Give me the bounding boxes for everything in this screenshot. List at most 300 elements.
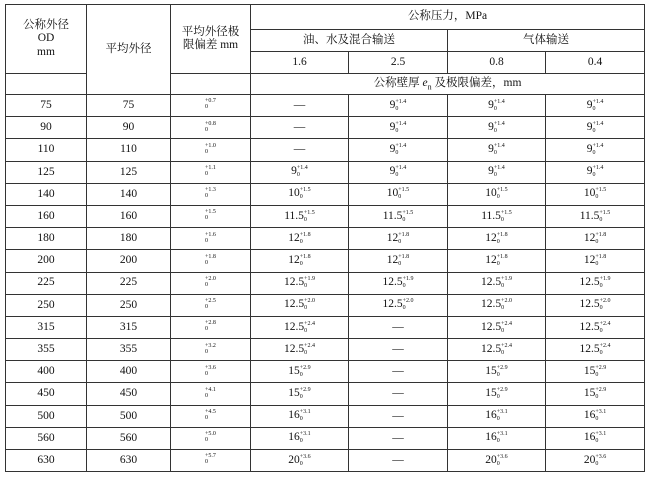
cell-wall-thickness: [349, 117, 448, 139]
table-row: [6, 316, 645, 338]
wall-value: [382, 276, 413, 288]
cell-nominal-od: 140: [6, 183, 87, 205]
wall-value: [284, 276, 315, 288]
cell-wall-thickness: [546, 339, 645, 361]
wall-lower-deviation: 0: [595, 438, 599, 445]
header-nominal-od: [6, 5, 87, 74]
cell-wall-thickness: [349, 139, 448, 161]
cell-wall-thickness: [448, 250, 546, 272]
wall-upper-deviation: +2.4: [304, 342, 315, 349]
wall-upper-deviation: +3.1: [496, 431, 508, 438]
wall-nominal: 10: [288, 187, 300, 200]
wall-lower-deviation: 0: [496, 371, 500, 378]
wall-lower-deviation: 0: [599, 305, 603, 312]
wall-value: [488, 143, 505, 155]
cell-tolerance: [171, 272, 251, 294]
cell-wall-none: —: [251, 117, 349, 139]
wall-upper-deviation: +1.4: [592, 143, 604, 150]
table-row: [6, 161, 645, 183]
wall-lower-deviation: 0: [296, 172, 300, 179]
header-tolerance-line-1: 平均外径极: [181, 25, 240, 38]
cell-mean-od: 500: [87, 405, 171, 427]
table-row: [6, 339, 645, 361]
wall-lower-deviation: 0: [599, 283, 603, 290]
wall-upper-deviation: +1.5: [599, 209, 611, 216]
wall-nominal: 16: [583, 409, 596, 422]
wall-lower-deviation: 0: [304, 327, 308, 334]
tolerance-upper: +2.0: [205, 275, 216, 282]
cell-tolerance: [171, 339, 251, 361]
wall-value: [390, 99, 407, 111]
cell-wall-thickness: [448, 427, 546, 449]
tolerance-lower: 0: [205, 392, 209, 399]
cell-nominal-od: 315: [6, 316, 87, 338]
wall-lower-deviation: 0: [304, 283, 308, 290]
cell-wall-none: —: [349, 361, 448, 383]
tolerance-lower: 0: [205, 215, 209, 222]
wall-nominal: 9: [586, 120, 593, 133]
wall-upper-deviation: +1.4: [395, 120, 407, 127]
wall-lower-deviation: 0: [595, 194, 599, 201]
cell-wall-thickness: [251, 228, 349, 250]
wall-nominal: 12.5: [579, 342, 600, 355]
wall-nominal: 12.5: [579, 276, 600, 289]
table-row: [6, 139, 645, 161]
wall-lower-deviation: 0: [496, 416, 500, 423]
wall-nominal: 12: [288, 231, 300, 244]
cell-wall-thickness: [349, 95, 448, 117]
cell-wall-thickness: [546, 205, 645, 227]
wall-upper-deviation: +1.5: [496, 187, 508, 194]
table-body: [6, 95, 645, 472]
wall-nominal: 12.5: [480, 298, 502, 311]
wall-value: [580, 276, 611, 288]
wall-upper-deviation: +2.4: [501, 320, 512, 327]
cell-nominal-od: 250: [6, 294, 87, 316]
cell-wall-none: —: [251, 139, 349, 161]
wall-lower-deviation: 0: [501, 283, 505, 290]
cell-wall-thickness: [546, 361, 645, 383]
wall-upper-deviation: +1.5: [303, 209, 315, 216]
cell-nominal-od: 225: [6, 272, 87, 294]
tolerance-upper: +3.2: [205, 342, 216, 349]
wall-value: [580, 343, 611, 355]
cell-nominal-od: 200: [6, 250, 87, 272]
wall-nominal: 12: [485, 253, 497, 266]
cell-tolerance: [171, 316, 251, 338]
cell-wall-thickness: [546, 161, 645, 183]
wall-value: [485, 454, 507, 466]
cell-wall-thickness: [546, 383, 645, 405]
wall-value: [488, 165, 505, 177]
cell-wall-thickness: [546, 294, 645, 316]
tolerance-upper: +0.8: [205, 120, 216, 127]
wall-lower-deviation: 0: [402, 216, 406, 223]
wall-upper-deviation: +2.9: [496, 387, 508, 394]
cell-wall-thickness: [448, 205, 546, 227]
tolerance-value: [205, 343, 216, 355]
table-row: [6, 450, 645, 472]
wall-lower-deviation: 0: [493, 127, 497, 134]
wall-label-post: 及极限偏差，mm: [431, 76, 522, 89]
tolerance-lower: 0: [205, 304, 209, 311]
table-row: [6, 250, 645, 272]
wall-value: [288, 431, 310, 443]
wall-lower-deviation: 0: [304, 349, 308, 356]
wall-lower-deviation: 0: [501, 305, 505, 312]
wall-nominal: 12.5: [382, 298, 403, 311]
wall-nominal: 12: [485, 231, 497, 244]
wall-upper-deviation: +2.9: [595, 387, 607, 394]
wall-nominal: 9: [488, 143, 494, 156]
wall-nominal: 12: [386, 253, 399, 266]
wall-value: [288, 187, 310, 199]
cell-wall-thickness: [251, 316, 349, 338]
wall-upper-deviation: +1.8: [398, 253, 410, 260]
wall-nominal: 12.5: [579, 320, 600, 333]
cell-wall-none: —: [349, 316, 448, 338]
wall-nominal: 12.5: [480, 342, 502, 355]
tolerance-lower: 0: [205, 437, 209, 444]
tolerance-upper: +1.5: [205, 209, 216, 216]
wall-nominal: 9: [291, 165, 297, 178]
wall-upper-deviation: +1.9: [304, 276, 315, 283]
wall-upper-deviation: +3.1: [496, 409, 508, 416]
wall-upper-deviation: +2.0: [501, 298, 512, 305]
header-pressure-2: 2.5: [349, 52, 448, 74]
wall-upper-deviation: +1.8: [496, 253, 508, 260]
wall-value: [587, 99, 604, 111]
tolerance-upper: +4.1: [205, 386, 216, 393]
wall-value: [584, 254, 606, 266]
cell-wall-thickness: [546, 95, 645, 117]
wall-label-pre: 公称壁厚: [373, 76, 423, 89]
wall-nominal: 16: [485, 431, 497, 444]
cell-mean-od: 560: [87, 427, 171, 449]
wall-nominal: 9: [488, 120, 494, 133]
tolerance-upper: +4.5: [205, 409, 216, 416]
wall-value: [584, 431, 606, 443]
tolerance-value: [205, 187, 216, 199]
cell-wall-none: —: [349, 427, 448, 449]
cell-wall-thickness: [251, 339, 349, 361]
wall-upper-deviation: +2.9: [299, 387, 311, 394]
cell-wall-thickness: [546, 139, 645, 161]
cell-mean-od: 180: [87, 228, 171, 250]
wall-nominal: 9: [389, 165, 396, 178]
cell-wall-thickness: [349, 250, 448, 272]
header-group-gas: 气体输送: [448, 30, 645, 52]
cell-mean-od: 400: [87, 361, 171, 383]
cell-wall-thickness: [448, 228, 546, 250]
cell-mean-od: 75: [87, 95, 171, 117]
cell-tolerance: [171, 361, 251, 383]
wall-nominal: 12.5: [480, 320, 502, 333]
cell-nominal-od: 180: [6, 228, 87, 250]
cell-wall-thickness: [349, 294, 448, 316]
header-mean-od: 平均外径: [87, 5, 171, 95]
wall-nominal: 16: [288, 431, 300, 444]
wall-lower-deviation: 0: [402, 283, 406, 290]
wall-nominal: 15: [288, 364, 300, 377]
wall-lower-deviation: 0: [599, 327, 603, 334]
wall-value: [481, 321, 512, 333]
wall-upper-deviation: +1.8: [299, 253, 311, 260]
wall-nominal: 16: [288, 409, 300, 422]
wall-value: [481, 276, 512, 288]
wall-nominal: 15: [583, 364, 596, 377]
cell-tolerance: [171, 250, 251, 272]
header-nominal-pressure: 公称压力，MPa: [251, 5, 645, 30]
tolerance-value: [205, 298, 216, 310]
tolerance-value: [205, 387, 216, 399]
wall-lower-deviation: 0: [299, 438, 303, 445]
tolerance-value: [205, 365, 216, 377]
cell-tolerance: [171, 205, 251, 227]
cell-wall-thickness: [546, 250, 645, 272]
wall-value: [587, 143, 604, 155]
cell-tolerance: [171, 383, 251, 405]
wall-value: [288, 454, 310, 466]
wall-nominal: 9: [389, 98, 396, 111]
wall-nominal: 9: [586, 98, 593, 111]
wall-value: [288, 365, 310, 377]
cell-wall-thickness: [546, 427, 645, 449]
wall-upper-deviation: +3.1: [299, 409, 311, 416]
cell-nominal-od: 450: [6, 383, 87, 405]
cell-mean-od: 200: [87, 250, 171, 272]
wall-upper-deviation: +1.4: [493, 165, 505, 172]
wall-upper-deviation: +1.4: [592, 98, 604, 105]
wall-upper-deviation: +1.8: [595, 253, 607, 260]
wall-lower-deviation: 0: [395, 172, 399, 179]
wall-lower-deviation: 0: [299, 194, 303, 201]
cell-wall-none: —: [251, 95, 349, 117]
tolerance-lower: 0: [205, 237, 209, 244]
cell-wall-thickness: [349, 205, 448, 227]
tolerance-lower: 0: [205, 126, 209, 133]
cell-mean-od: 630: [87, 450, 171, 472]
wall-value: [485, 365, 507, 377]
wall-lower-deviation: 0: [299, 394, 303, 401]
table-row: [6, 405, 645, 427]
wall-value: [587, 165, 604, 177]
wall-lower-deviation: 0: [398, 238, 402, 245]
wall-upper-deviation: +1.4: [493, 98, 505, 105]
wall-value: [284, 321, 315, 333]
cell-wall-thickness: [546, 450, 645, 472]
tolerance-upper: +5.7: [205, 453, 216, 460]
wall-value: [584, 387, 606, 399]
cell-wall-thickness: [448, 272, 546, 294]
cell-mean-od: 90: [87, 117, 171, 139]
cell-tolerance: [171, 427, 251, 449]
table-row: [6, 205, 645, 227]
cell-tolerance: [171, 405, 251, 427]
tolerance-upper: +1.6: [205, 231, 216, 238]
wall-value: [488, 99, 505, 111]
wall-upper-deviation: +2.0: [599, 298, 611, 305]
tolerance-value: [205, 165, 216, 177]
tolerance-value: [205, 276, 216, 288]
wall-nominal: 12.5: [382, 276, 403, 289]
wall-value: [284, 210, 315, 222]
wall-lower-deviation: 0: [595, 260, 599, 267]
cell-nominal-od: 90: [6, 117, 87, 139]
wall-value: [284, 343, 315, 355]
wall-upper-deviation: +1.4: [395, 143, 407, 150]
wall-nominal: 20: [288, 453, 300, 466]
cell-wall-thickness: [448, 316, 546, 338]
header-od-line-2: OD: [37, 32, 55, 45]
wall-nominal: 12: [583, 231, 596, 244]
wall-upper-deviation: +1.4: [592, 120, 604, 127]
wall-upper-deviation: +1.5: [595, 187, 607, 194]
wall-lower-deviation: 0: [303, 216, 307, 223]
cell-wall-thickness: [251, 272, 349, 294]
cell-wall-thickness: [448, 339, 546, 361]
cell-wall-thickness: [349, 161, 448, 183]
cell-wall-thickness: [448, 294, 546, 316]
wall-upper-deviation: +2.4: [501, 342, 512, 349]
wall-lower-deviation: 0: [501, 349, 505, 356]
wall-upper-deviation: +1.4: [395, 98, 407, 105]
wall-value: [387, 187, 409, 199]
wall-upper-deviation: +1.5: [299, 187, 311, 194]
wall-upper-deviation: +2.9: [496, 364, 508, 371]
wall-upper-deviation: +1.8: [299, 231, 311, 238]
cell-wall-thickness: [251, 450, 349, 472]
wall-upper-deviation: +1.4: [395, 165, 407, 172]
wall-upper-deviation: +1.5: [402, 209, 414, 216]
wall-value: [584, 187, 606, 199]
wall-upper-deviation: +2.4: [599, 320, 611, 327]
tolerance-value: [205, 121, 216, 133]
wall-lower-deviation: 0: [395, 127, 399, 134]
cell-nominal-od: 630: [6, 450, 87, 472]
wall-lower-deviation: 0: [299, 238, 303, 245]
wall-nominal: 10: [583, 187, 596, 200]
cell-wall-thickness: [448, 450, 546, 472]
cell-mean-od: 250: [87, 294, 171, 316]
wall-value: [382, 298, 413, 310]
wall-lower-deviation: 0: [299, 416, 303, 423]
cell-nominal-od: 110: [6, 139, 87, 161]
wall-upper-deviation: +1.4: [296, 165, 308, 172]
cell-wall-none: —: [349, 405, 448, 427]
tolerance-value: [205, 431, 216, 443]
cell-wall-thickness: [546, 272, 645, 294]
header-empty-1: [6, 74, 87, 95]
wall-value: [288, 387, 310, 399]
wall-upper-deviation: +3.1: [595, 409, 607, 416]
cell-wall-thickness: [448, 139, 546, 161]
cell-tolerance: [171, 228, 251, 250]
wall-lower-deviation: 0: [493, 172, 497, 179]
tolerance-lower: 0: [205, 148, 209, 155]
wall-value: [387, 254, 409, 266]
wall-upper-deviation: +3.6: [299, 453, 311, 460]
wall-upper-deviation: +1.9: [599, 276, 611, 283]
header-od-line-1: 公称外径: [23, 19, 69, 32]
cell-wall-thickness: [546, 117, 645, 139]
cell-wall-thickness: [546, 183, 645, 205]
header-tolerance: [171, 5, 251, 74]
cell-tolerance: [171, 139, 251, 161]
wall-upper-deviation: +1.8: [398, 231, 410, 238]
cell-mean-od: 225: [87, 272, 171, 294]
wall-nominal: 12.5: [283, 342, 305, 355]
wall-value: [485, 187, 507, 199]
tolerance-upper: +5.0: [205, 431, 216, 438]
tolerance-value: [205, 409, 216, 421]
cell-wall-thickness: [546, 405, 645, 427]
wall-value: [485, 387, 507, 399]
table-row: [6, 228, 645, 250]
tolerance-lower: 0: [205, 171, 209, 178]
tolerance-upper: +2.5: [205, 298, 216, 305]
cell-mean-od: 140: [87, 183, 171, 205]
wall-value: [584, 365, 606, 377]
cell-tolerance: [171, 294, 251, 316]
wall-value: [485, 254, 507, 266]
header-pressure-1: 1.6: [251, 52, 349, 74]
wall-lower-deviation: 0: [299, 460, 303, 467]
cell-wall-none: —: [349, 383, 448, 405]
tolerance-upper: +3.6: [205, 364, 216, 371]
cell-wall-thickness: [251, 183, 349, 205]
wall-upper-deviation: +1.4: [493, 143, 505, 150]
cell-wall-thickness: [448, 117, 546, 139]
header-group-liquid: 油、水及混合输送: [251, 30, 448, 52]
tolerance-value: [205, 320, 216, 332]
header-wall-thickness: [251, 74, 645, 95]
wall-label-sub: n: [427, 82, 432, 92]
tolerance-lower: 0: [205, 281, 209, 288]
wall-lower-deviation: 0: [592, 127, 596, 134]
wall-lower-deviation: 0: [496, 260, 500, 267]
wall-value: [383, 210, 414, 222]
pipe-spec-table: [5, 4, 645, 472]
cell-wall-thickness: [448, 183, 546, 205]
wall-label-var: e: [422, 76, 428, 89]
wall-lower-deviation: 0: [496, 238, 500, 245]
wall-upper-deviation: +2.0: [402, 298, 414, 305]
cell-nominal-od: 500: [6, 405, 87, 427]
cell-wall-thickness: [349, 272, 448, 294]
wall-value: [288, 409, 310, 421]
tolerance-lower: 0: [205, 326, 209, 333]
wall-upper-deviation: +1.9: [501, 276, 512, 283]
cell-wall-thickness: [251, 161, 349, 183]
wall-nominal: 12.5: [480, 276, 502, 289]
wall-lower-deviation: 0: [595, 371, 599, 378]
cell-tolerance: [171, 161, 251, 183]
table-row: [6, 294, 645, 316]
wall-value: [284, 298, 315, 310]
wall-nominal: 16: [485, 409, 497, 422]
wall-nominal: 10: [485, 187, 497, 200]
cell-nominal-od: 355: [6, 339, 87, 361]
wall-upper-deviation: +3.6: [595, 453, 607, 460]
table-row: [6, 427, 645, 449]
wall-upper-deviation: +2.9: [299, 364, 311, 371]
table-row: [6, 272, 645, 294]
wall-value: [485, 409, 507, 421]
cell-wall-thickness: [251, 383, 349, 405]
cell-wall-thickness: [546, 316, 645, 338]
wall-upper-deviation: +2.0: [304, 298, 315, 305]
